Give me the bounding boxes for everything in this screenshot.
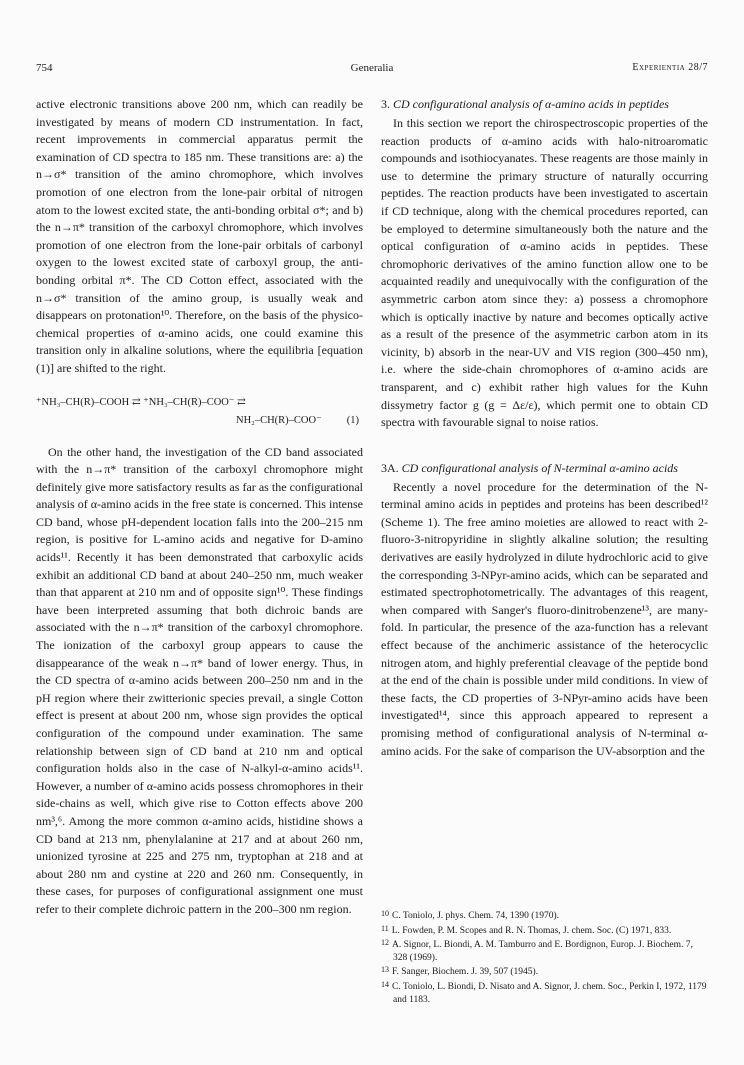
footnote-number: 13 [381, 965, 389, 975]
equation-line-2: NH₂–CH(R)–COO⁻ [236, 414, 322, 426]
section-label: Generalia [350, 62, 394, 74]
footnote-number: 14 [381, 979, 389, 989]
footnote-13 [381, 964, 708, 979]
footnote-text: C. Toniolo, L. Biondi, D. Nisato and A. Signor, J. chem. Soc., Perkin I, 1972, 1179 and 1183. [392, 981, 707, 1005]
paragraph-carboxyl-band: On the other hand, the investigation of the CD band associated with the n→π* transition of the carboxyl chromophore might definitely give more satisfactory results as far as the configurational analysis of α-amino acids in the free state is concerned. This intense CD band, whose pH-dependent location falls into the 200–215 nm region, is positive for L-amino acids and negative for D-amino acids¹¹. Recently it has been demonstrated that carboxylic acids exhibit an additional CD band at about 240–250 nm, much weaker than that apparent at 210 nm and of opposite sign¹⁰. These findings have been interpreted assuming that both dichroic bands are associated with the n→π* transition of the carboxyl chromophore. The ionization of the carboxyl group appears to cause the disappearance of the weak n→π* band of lower energy. Thus, in the CD spectra of α-amino acids between 200–250 nm and in the pH region where their zwitterionic species prevail, a single Cotton effect is present at about 200 nm, whose sign provides the optical configuration of the compound under examination. The same relationship between sign of CD band at 210 nm and optical configuration holds also in the case of N-alkyl-α-amino acids¹¹. However, a number of α-amino acids possess chromophores in their side-chains as well, which give rise to Cotton effects above 200 nm³,⁶. Among the more common α-amino acids, histidine shows a CD band at 213 nm, phenylalanine at 217 and at about 260 nm, unionized tyrosine at 225 and 275 nm, tryptophan at 218 and at about 280 nm and cystine at 220 and 260 nm. Consequently, in these cases, for purposes of configurational assignment one must refer to their complete dichroic pattern in the 200–300 nm region. [36, 444, 363, 916]
footnote-text: L. Fowden, P. M. Scopes and R. N. Thomas, J. chem. Soc. (C) 1971, 833. [391, 925, 672, 936]
left-column [36, 96, 363, 919]
footnote-text: C. Toniolo, J. phys. Chem. 74, 1390 (1970). [392, 911, 559, 921]
equation-line-1: ⁺NH₃–CH(R)–COOH ⇄ ⁺NH₃–CH(R)–COO⁻ ⇄ [36, 396, 246, 408]
section-3-heading [381, 96, 708, 113]
equation-1 [36, 394, 363, 430]
paragraph-amino-transitions: active electronic transitions above 200 nm, which can readily be investigated by means of modern CD instrumentation. In fact, recent improvements in commercial apparatus permit the examination of CD spectra to 185 nm. These transitions are: a) the n→σ* transition of the amino chromophore, which involves promotion of one electron from the lone-pair orbital of nitrogen atom to the lowest excited state, the anti-bonding orbital σ*; and b) the n→π* transition of the carboxyl chromophore, which involves promotion of one electron from the lone-pair orbitals of carbonyl oxygen to the lowest excited state of carboxyl group, the anti-bonding orbital π*. The CD Cotton effect, associated with the n→σ* transition of the amino group, is usually weak and disappears on protonation¹⁰. Therefore, on the basis of the physico-chemical properties of α-amino acids, one could examine this transition only in alkaline solutions, where the equilibria [equation (1)] are shifted to the right. [36, 97, 363, 375]
section-3a-number: 3A. [381, 460, 399, 475]
footnote-number: 12 [381, 938, 389, 948]
footnote-10 [381, 908, 708, 923]
paragraph-n-terminal: Recently a novel procedure for the determination of the N-terminal amino acids in peptides and proteins has been described¹² (Scheme 1). The free amino moieties are allowed to react with 2-fluoro-3-nitropyridine in slightly alkaline solution; the resulting derivatives are easily hydrolyzed in dilute hydrochloric acid to give the corresponding 3-NPyr-amino acids, which can be separated and estimated spectrophotometrically. The advantages of this reagent, when compared with Sanger's fluoro-dinitrobenzene¹³, are many-fold. In particular, the presence of the aza-function has a relevant effect because of the anchimeric assistance of the heterocyclic nitrogen atom, and highly preferential cleavage of the peptide bond at the end of the chain is possible under mild conditions. In view of these facts, the CD properties of 3-NPyr-amino acids have been investigated¹⁴, since this approach appeared to represent a promising method of configurational analysis of N-terminal α-amino acids. For the sake of comparison the UV-absorption and the [381, 479, 708, 758]
journal-name: Experientia 28/7 [632, 62, 708, 73]
right-column [381, 96, 708, 760]
running-head [36, 62, 708, 78]
footnote-text: A. Signor, L. Biondi, A. M. Tamburro and E. Bordignon, Europ. J. Biochem. 7, 328 (1969). [392, 940, 693, 963]
equation-number: (1) [346, 414, 359, 426]
section-3a-title: CD configurational analysis of N-terminal α-amino acids [401, 460, 678, 475]
footnote-12 [381, 937, 708, 964]
section-3-number: 3. [381, 97, 390, 111]
footnote-number: 11 [381, 923, 389, 933]
paragraph-chirospectroscopic: In this section we report the chirospectroscopic properties of the reaction products of α-amino acids with halo-nitroaromatic compounds and isothiocyanates. These reagents are those mainly in use to determine the primary structure of naturally occurring peptides. The reaction products have been investigated to ascertain if CD technique, along with the chemical procedures reported, can be employed to determine simultaneously both the nature and the optical configuration of α-amino acids in peptides. These chromophoric derivatives of the amino function allow one to be acquainted readily and unequivocally with the configuration of the asymmetric carbon atom since they: a) possess a chromophore which is optically inactive by nature and becomes optically active as a result of the presence of the asymmetric carbon atom in its vicinity, b) absorb in the near-UV and VIS region (300–450 nm), i.e. where the side-chain chromophores of α-amino acids are transparent, and c) exhibit rather high values for the Kuhn dissymetry factor g (g = Δε/ε), which permit one to obtain CD spectra with favourable signal to noise ratios. [381, 116, 708, 430]
section-3-title: CD configurational analysis of α-amino acids in peptides [393, 97, 669, 111]
page-number: 754 [36, 62, 53, 74]
footnote-number: 10 [381, 909, 389, 918]
footnote-14 [381, 979, 708, 1006]
section-3a-heading [381, 460, 708, 477]
footnotes [381, 908, 708, 1006]
footnote-11 [381, 923, 708, 938]
footnote-text: F. Sanger, Biochem. J. 39, 507 (1945). [392, 967, 539, 978]
